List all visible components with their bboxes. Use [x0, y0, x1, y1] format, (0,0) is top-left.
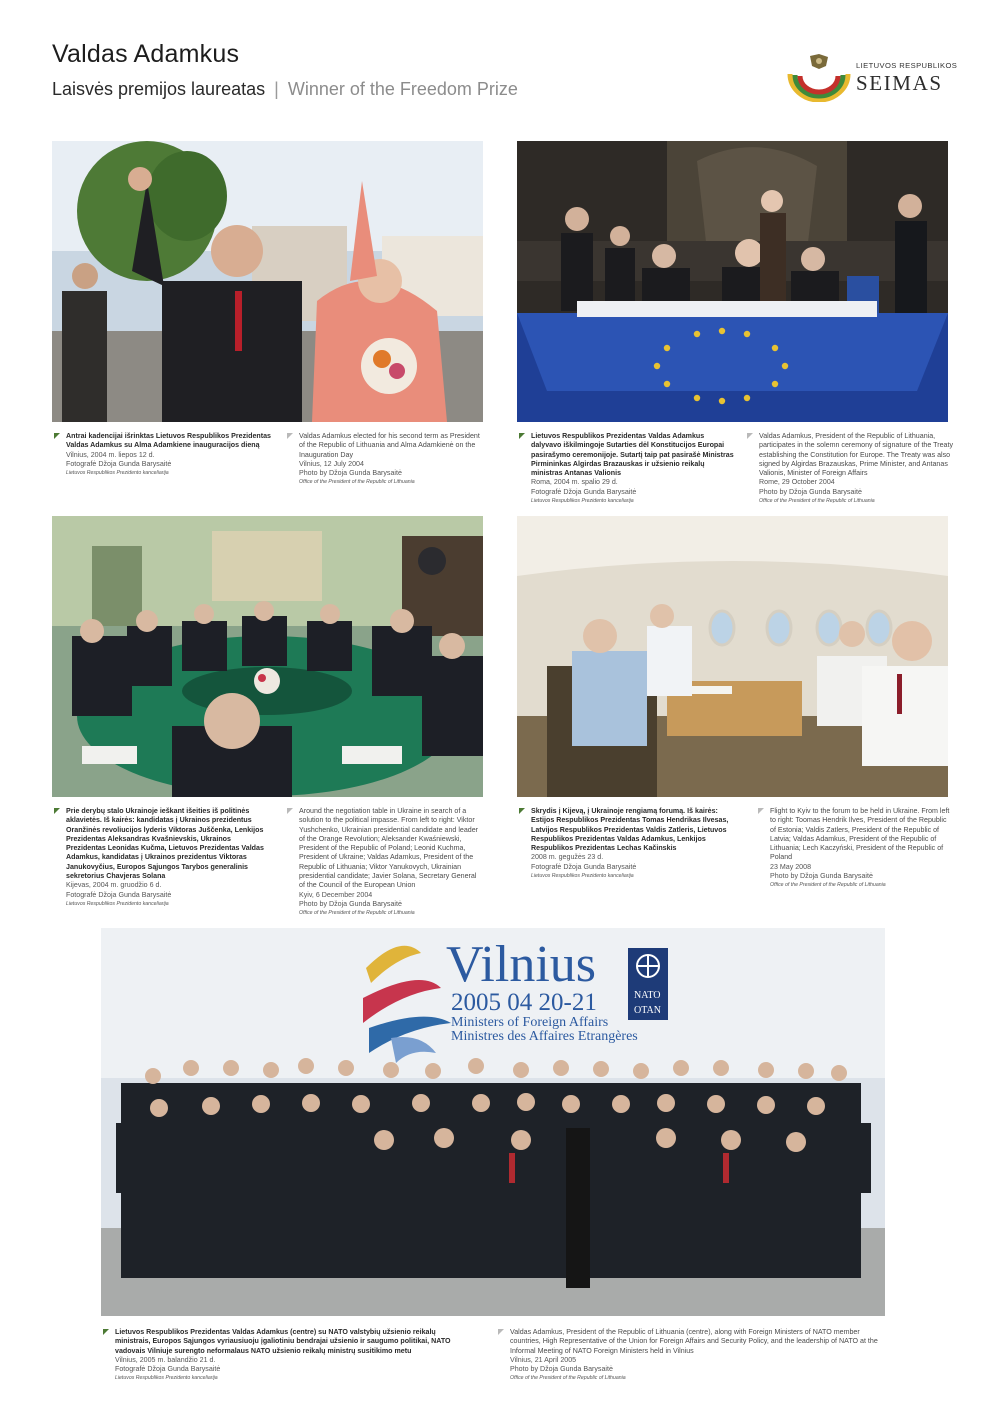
- caption-photographer: Photo by Džoja Gunda Barysaitė: [299, 899, 402, 908]
- caption-text: Lietuvos Respublikos Prezidentas Valdas Adamkus (centre) su NATO valstybių užsienio reikalų ministrais, Europos Sąjungos vyriausiuoju įgaliotiniu bendrajai užsienio ir saugumo politikai, NATO vadovais Vilniuje surengto neformalaus NATO užsienio reikalų ministrų susitikimo metu: [115, 1328, 451, 1355]
- caption-date: Kyiv, 6 December 2004: [299, 890, 373, 899]
- caption-date: Kijevas, 2004 m. gruodžio 6 d.: [66, 881, 162, 890]
- caption-photographer: Fotografė Džoja Gunda Barysaitė: [531, 862, 637, 871]
- caption-marker: [103, 1329, 109, 1335]
- caption-office: Lietuvos Respublikos Prezidento kanceliarija: [531, 498, 634, 505]
- logo-line1: LIETUVOS RESPUBLIKOS: [856, 61, 958, 70]
- seimas-emblem-icon: [786, 52, 852, 102]
- page-title: Valdas Adamkus: [52, 40, 240, 68]
- caption-photographer: Photo by Džoja Gunda Barysaitė: [299, 469, 402, 478]
- caption-photographer: Photo by Džoja Gunda Barysaitė: [759, 487, 862, 496]
- page-subtitle: [52, 79, 518, 100]
- banner-date: 2005 04 20-21: [451, 989, 597, 1016]
- caption-3-en: [299, 807, 483, 917]
- caption-date: 23 May 2008: [770, 862, 812, 871]
- caption-2-en: [759, 432, 953, 505]
- caption-marker: [758, 808, 764, 814]
- caption-marker: [519, 433, 525, 439]
- caption-date: Rome, 29 October 2004: [759, 478, 835, 487]
- caption-5-en: [510, 1328, 885, 1382]
- caption-text: Valdas Adamkus, President of the Republic of Lithuania (centre), along with Foreign Ministers of NATO member countries, High Representative of the Union for Foreign Affairs and Security Policy, and the leadership of NATO at the Informal Meeting of NATO Foreign Ministers held in Vilnius: [510, 1328, 878, 1355]
- caption-date: Vilnius, 2004 m. liepos 12 d.: [66, 450, 155, 459]
- caption-marker: [54, 433, 60, 439]
- caption-photographer: Photo by Džoja Gunda Barysaitė: [510, 1365, 613, 1374]
- caption-date: Vilnius, 2005 m. balandžio 21 d.: [115, 1355, 216, 1364]
- photo-negotiation-table: [52, 516, 483, 797]
- caption-text: Antrai kadencijai išrinktas Lietuvos Respublikos Prezidentas Valdas Adamkus su Alma Adamkiene inauguracijos dieną: [66, 432, 271, 450]
- caption-office: Lietuvos Respublikos Prezidento kanceliarija: [531, 873, 634, 880]
- caption-text: Around the negotiation table in Ukraine in search of a solution to the political impasse. From left to right: Viktor Yushchenko, Ukrainian presidential candidate and leader of the Orange Revolution; Aleksander Kwaśniewski, President of the Republic of Poland; Leonid Kuchma, President of Ukraine; Valdas Adamkus, President of the Republic of Lithuania; Viktor Yanukovych, Ukrainian presidential candidate; Javier Solana, Secretary General of the Council of the European Union: [299, 807, 479, 890]
- caption-text: Lietuvos Respublikos Prezidentas Valdas Adamkus dalyvavo iškilmingoje Sutarties dėl Konstitucijos Europai pasirašymo ceremonijoje. Sutartį taip pat pasirašė Ministras Pirmininkas Algirdas Brazauskas ir užsienio reikalų ministras Antanas Valionis: [531, 432, 734, 478]
- caption-2-lt: [531, 432, 735, 505]
- photo-airplane-cabin: [517, 516, 948, 797]
- seimas-logo: [786, 52, 958, 102]
- caption-date: Roma, 2004 m. spalio 29 d.: [531, 478, 618, 487]
- nato-banner: [101, 928, 885, 1316]
- banner-city: Vilnius: [446, 936, 597, 993]
- caption-5-lt: [115, 1328, 470, 1382]
- caption-4-en: [770, 807, 953, 889]
- caption-office: Lietuvos Respublikos Prezidento kanceliarija: [66, 900, 169, 907]
- banner-nato: NATO: [634, 990, 661, 1001]
- caption-photographer: Photo by Džoja Gunda Barysaitė: [770, 872, 873, 881]
- caption-office: Office of the President of the Republic of Lithuania: [510, 1375, 626, 1382]
- banner-line-en: Ministers of Foreign Affairs: [451, 1015, 609, 1030]
- caption-office: Office of the President of the Republic of Lithuania: [770, 882, 886, 889]
- caption-date: Vilnius, 21 April 2005: [510, 1355, 577, 1364]
- caption-photographer: Fotografė Džoja Gunda Barysaitė: [66, 459, 172, 468]
- caption-office: Lietuvos Respublikos Prezidento kanceliarija: [66, 470, 169, 477]
- caption-marker: [498, 1329, 504, 1335]
- caption-text: Prie derybų stalo Ukrainoje ieškant išeities iš politinės aklavietės. Iš kairės: kandidatas į Ukrainos prezidentus Oranžinės revoliucijos lyderis Viktoras Juščenka, Lenkijos Prezidentas Aleksandras Kvašnievskis, Ukrainos Prezidentas Leonidas Kučma, Lietuvos Prezidentas Valdas Adamkus, kandidatas į Ukrainos prezidentus Viktoras Janukovyčius, Europos Sąjungos Tarybos generalinis sekretorius Chavjeras Solana: [66, 807, 264, 881]
- caption-office: Office of the President of the Republic of Lithuania: [299, 910, 415, 917]
- caption-date: 2008 m. gegužės 23 d.: [531, 853, 604, 862]
- caption-photographer: Fotografė Džoja Gunda Barysaitė: [531, 487, 637, 496]
- caption-date: Vilnius, 12 July 2004: [299, 459, 364, 468]
- caption-4-lt: [531, 807, 735, 880]
- caption-office: Office of the President of the Republic of Lithuania: [299, 479, 415, 486]
- caption-marker: [287, 808, 293, 814]
- caption-1-lt: [66, 432, 271, 477]
- caption-office: Office of the President of the Republic of Lithuania: [759, 498, 875, 505]
- subtitle-en: Winner of the Freedom Prize: [287, 79, 518, 99]
- photo-inauguration: [52, 141, 483, 422]
- caption-text: Skrydis į Kijevą, į Ukrainoje rengiamą forumą. Iš kairės: Estijos Respublikos Prezidentas Tomas Hendrikas Ilvesas, Latvijos Respublikos Prezidentas Valdis Zatleris, Lietuvos Respublikos Prezidentas Valdas Adamkus, Lenkijos Respublikos Prezidentas Lechas Kačinskis: [531, 807, 729, 853]
- caption-text: Flight to Kyiv to the forum to be held in Ukraine. From left to right: Toomas Hendrik Ilves, President of the Republic of Estonia; Valdis Zatlers, President of the Republic of Latvia; Valdas Adamkus, President of the Republic of Lithuania; Lech Kaczyński, President of the Republic of Poland: [770, 807, 950, 862]
- subtitle-separator: |: [274, 79, 279, 99]
- caption-marker: [519, 808, 525, 814]
- caption-photographer: Fotografė Džoja Gunda Barysaitė: [115, 1365, 221, 1374]
- caption-marker: [747, 433, 753, 439]
- subtitle-lt: Laisvės premijos laureatas: [52, 79, 266, 99]
- caption-marker: [54, 808, 60, 814]
- caption-3-lt: [66, 807, 271, 908]
- caption-marker: [287, 433, 293, 439]
- caption-1-en: [299, 432, 483, 486]
- caption-photographer: Fotografė Džoja Gunda Barysaitė: [66, 890, 172, 899]
- banner-line-fr: Ministres des Affaires Etrangères: [451, 1029, 638, 1044]
- caption-office: Lietuvos Respublikos Prezidento kanceliarija: [115, 1375, 218, 1382]
- caption-text: Valdas Adamkus elected for his second term as President of the Republic of Lithuania and Alma Adamkienė on the Inauguration Day: [299, 432, 480, 459]
- photo-nato-ministers: [101, 928, 885, 1316]
- photo-treaty-signing: [517, 141, 948, 422]
- banner-otan: OTAN: [634, 1005, 661, 1016]
- logo-line2: SEIMAS: [856, 71, 943, 95]
- caption-text: Valdas Adamkus, President of the Republic of Lithuania, participates in the solemn ceremony of signature of the Treaty establishing the Constitution for Europe. The Treaty was also signed by Algirdas Brazauskas, Prime Minister, and Antanas Valionis, Minister of Foreign Affairs: [759, 432, 953, 478]
